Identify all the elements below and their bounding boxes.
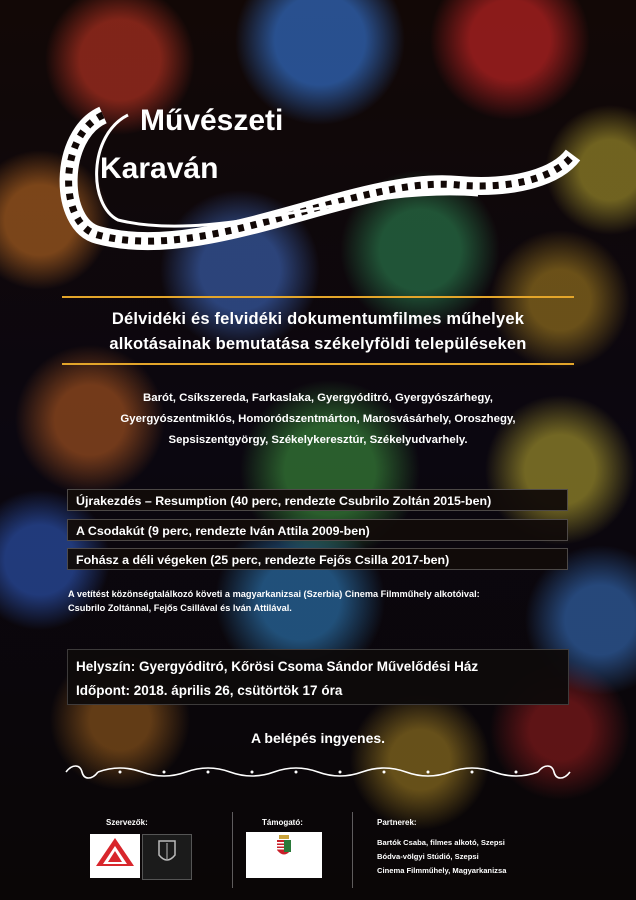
towns-line2: Gyergyószentmiklós, Homoródszentmárton, Marosvásárhely, Oroszhegy, [120,413,516,425]
ornament-divider [60,762,576,782]
partners-title: Partnerek: [377,818,417,827]
partner-item: Bódva-völgyi Stúdió, Szepsi [377,852,479,861]
screening-note [68,587,588,615]
partner-item: Bartók Csaba, filmes alkotó, Szepsi [377,838,505,847]
note-line1: A vetítést közönségtalálkozó követi a magyarkanizsai (Szerbia) Cinema Filmműhely alkotóival: [68,589,480,599]
time-text: Időpont: 2018. április 26, csütörtök 17 óra [76,683,343,698]
organizer-logo-2 [142,834,192,880]
venue-towns [40,388,596,451]
organizers-title: Szervezők: [106,818,148,827]
subtitle-line1: Délvidéki és felvidéki dokumentumfilmes műhelyek [111,310,525,328]
coat-of-arms-icon [246,832,322,862]
film-item: A Csodakút (9 perc, rendezte Iván Attila 2009-ben) [67,519,568,541]
towns-line1: Barót, Csíkszereda, Farkaslaka, Gyergyóditró, Gyergyószárhegy, [143,392,493,404]
venue-box [67,649,569,705]
subtitle-line2: alkotásainak bemutatása székelyföldi településeken [109,335,527,353]
supporter-logo [246,832,322,878]
logo-title-line1: Művészeti [140,104,284,137]
organizer-logo-1 [90,834,140,878]
footer-separator [232,812,233,888]
note-line2: Csubrilo Zoltánnal, Fejős Csillával és Iván Attilával. [68,603,292,613]
free-entry-text: A belépés ingyenes. [250,730,386,746]
organizer-emblem-icon [90,834,140,870]
partner-item: Cinema Filmműhely, Magyarkanizsa [377,866,507,875]
towns-line3: Sepsiszentgyörgy, Székelykeresztúr, Székelyudvarhely. [168,434,468,446]
partners-list [377,836,506,878]
footer-separator [352,812,353,888]
shield-icon [143,835,191,869]
film-item: Újrakezdés – Resumption (40 perc, rendezte Csubrilo Zoltán 2015-ben) [67,489,568,511]
bottom-divider [62,363,574,365]
supporter-title: Támogató: [262,818,303,827]
location-text: Helyszín: Gyergyóditró, Kőrösi Csoma Sándor Művelődési Ház [76,659,479,674]
film-item: Fohász a déli végeken (25 perc, rendezte Fejős Csilla 2017-ben) [67,548,568,570]
event-subtitle [40,307,596,357]
top-divider [62,296,574,298]
logo-title-line2: Karaván [100,152,219,185]
